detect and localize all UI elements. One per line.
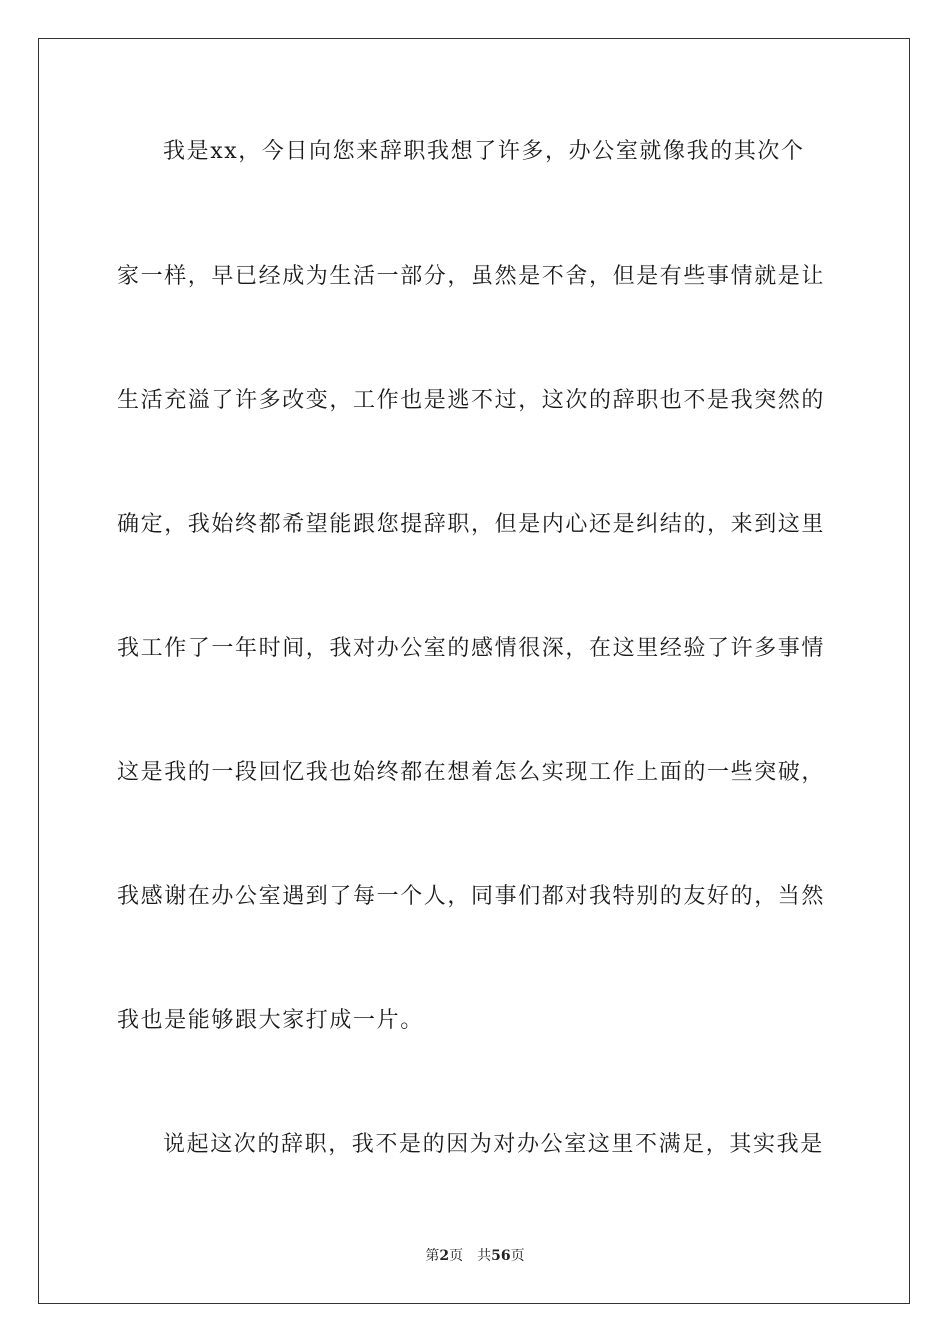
- page-number: 2: [439, 1248, 450, 1264]
- page-prefix: 第: [425, 1248, 440, 1264]
- page-suffix: 页: [449, 1248, 464, 1264]
- paragraph-line: 家一样，早已经成为生活一部分，虽然是不舍，但是有些事情就是让: [117, 264, 826, 289]
- paragraph-line: 生活充溢了许多改变，工作也是逃不过，这次的辞职也不是我突然的: [117, 388, 826, 413]
- paragraph-line: 我感谢在办公室遇到了每一个人，同事们都对我特别的友好的，当然: [117, 884, 826, 909]
- total-prefix: 共: [477, 1248, 492, 1264]
- paragraph-line: 我工作了一年时间，我对办公室的感情很深，在这里经验了许多事情: [117, 636, 826, 661]
- page-border: [38, 38, 910, 1304]
- paragraph-line: 确定，我始终都希望能跟您提辞职，但是内心还是纠结的，来到这里: [117, 512, 826, 537]
- paragraph-line: 说起这次的辞职，我不是的因为对办公室这里不满足，其实我是: [163, 1132, 824, 1157]
- page-footer: [0, 1246, 950, 1266]
- paragraph-line: 我也是能够跟大家打成一片。: [117, 1008, 424, 1033]
- paragraph-line: 我是xx，今日向您来辞职我想了许多，办公室就像我的其次个: [163, 139, 805, 164]
- total-pages: 56: [491, 1248, 511, 1264]
- paragraph-line: 这是我的一段回忆我也始终都在想着怎么实现工作上面的一些突破，: [117, 760, 826, 785]
- total-suffix: 页: [510, 1248, 525, 1264]
